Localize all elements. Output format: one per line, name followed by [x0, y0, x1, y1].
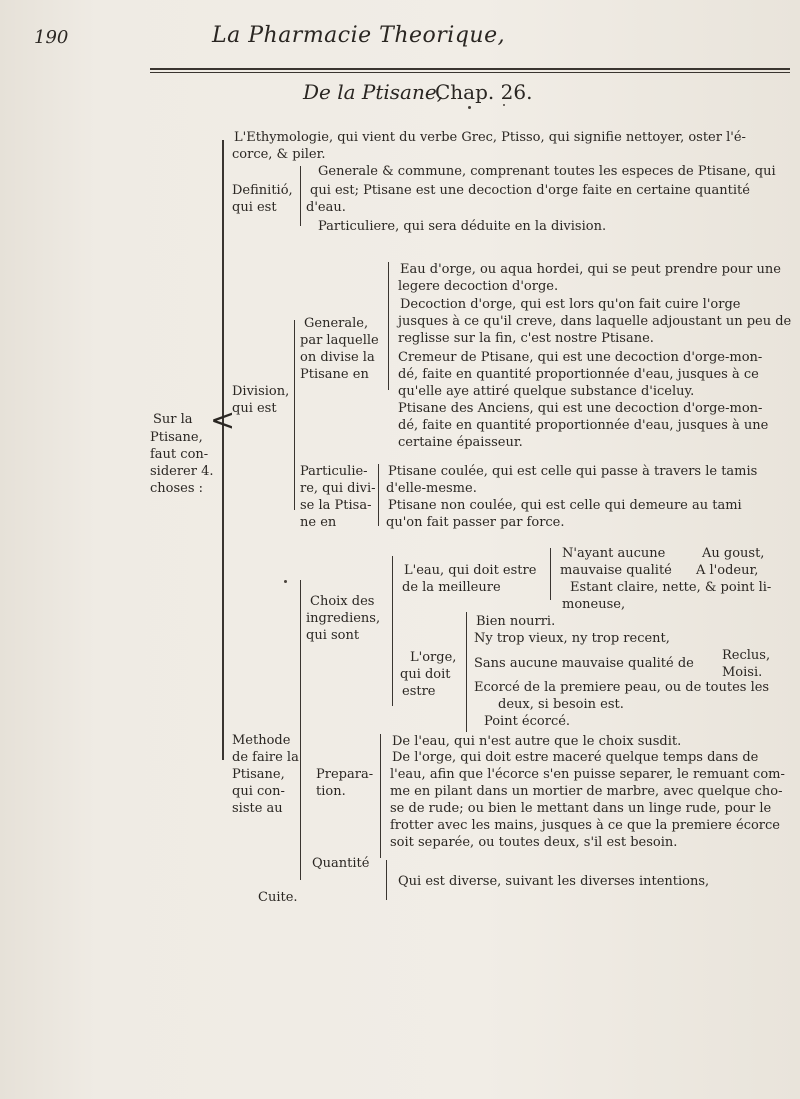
methode-label: de faire la — [232, 750, 299, 765]
generale-item: dé, faite en quantité proportionnée d'eau, jusques à ce — [398, 367, 759, 382]
orge-bracket — [466, 612, 467, 732]
margin-note-line: siderer 4. — [150, 464, 214, 479]
running-title: La Pharmacie Theorique, — [212, 23, 506, 48]
reclus-item: Reclus, — [722, 648, 771, 663]
division-generale-label: par laquelle — [300, 333, 379, 348]
division-particuliere-label: ne en — [300, 515, 337, 530]
orge-item: Sans aucune mauvaise qualité de — [474, 656, 694, 671]
methode-bracket — [300, 580, 301, 880]
margin-note-line: Ptisane, — [150, 430, 203, 445]
quantite-bracket — [386, 860, 387, 900]
eau-bracket — [550, 548, 551, 600]
division-label: qui est — [232, 401, 277, 416]
division-generale-label: Generale, — [304, 316, 369, 331]
particuliere-item: Ptisane coulée, qui est celle qui passe à travers le tamis — [388, 464, 758, 479]
orge-label: qui doit — [400, 667, 451, 682]
generale-item: jusques à ce qu'il creve, dans laquelle adjoustant un peu de — [398, 314, 792, 329]
chapter-title-italic: De la Ptisane, — [303, 80, 444, 104]
methode-label: qui con- — [232, 784, 285, 799]
definition-label: qui est — [232, 200, 277, 215]
definition-general: Generale & commune, comprenant toutes les especes de Ptisane, qui — [318, 164, 776, 179]
generale-bracket — [388, 262, 389, 390]
preparation-item: se de rude; ou bien le mettant dans un linge rude, pour le — [390, 801, 772, 816]
gout-item: A l'odeur, — [696, 563, 759, 578]
etymology-line: corce, & piler. — [232, 147, 326, 162]
methode-label: siste au — [232, 801, 283, 816]
definition-general: d'eau. — [306, 200, 346, 215]
choix-label: ingrediens, — [306, 611, 381, 626]
preparation-label: tion. — [316, 784, 346, 799]
margin-note-line: faut con- — [150, 447, 209, 462]
particuliere-item: qu'on fait passer par force. — [386, 515, 565, 530]
division-bracket — [294, 320, 295, 510]
cuite-label: Cuite. — [258, 890, 298, 905]
eau-intro: L'eau, qui doit estre — [404, 563, 537, 578]
preparation-label: Prepara- — [316, 767, 374, 782]
eau-item: moneuse, — [562, 597, 626, 612]
orge-item: Ecorcé de la premiere peau, ou de toutes les — [474, 680, 770, 695]
preparation-item: De l'eau, qui n'est autre que le choix susdit. — [392, 734, 682, 749]
preparation-item: me en pilant dans un mortier de marbre, avec quelque cho- — [390, 784, 783, 799]
margin-note-line: choses : — [150, 481, 204, 496]
orge-label: L'orge, — [410, 650, 457, 665]
preparation-item: l'eau, afin que l'écorce s'en puisse separer, le remuant com- — [390, 767, 785, 782]
definition-bracket — [300, 166, 301, 226]
main-bracket — [222, 140, 224, 760]
eau-item: mauvaise qualité — [560, 563, 672, 578]
orge-item: Point écorcé. — [484, 714, 571, 729]
ink-speck — [468, 106, 471, 109]
generale-item: certaine épaisseur. — [398, 435, 523, 450]
orge-item: Ny trop vieux, ny trop recent, — [474, 631, 670, 646]
particuliere-item: Ptisane non coulée, qui est celle qui demeure au tami — [388, 498, 742, 513]
division-label: Division, — [232, 384, 290, 399]
division-particuliere-label: se la Ptisa- — [300, 498, 372, 513]
preparation-bracket — [380, 734, 381, 858]
preparation-item: De l'orge, qui doit estre maceré quelque temps dans de — [392, 750, 759, 765]
etymology-line: L'Ethymologie, qui vient du verbe Grec, Ptisso, qui signifie nettoyer, oster l'é- — [234, 130, 746, 145]
particuliere-item: d'elle-mesme. — [386, 481, 477, 496]
margin-note-line: Sur la — [153, 412, 193, 427]
page-number: 190 — [34, 27, 69, 48]
choix-label: Choix des — [310, 594, 375, 609]
header-rule-thin — [150, 72, 790, 73]
orge-item: Bien nourri. — [476, 614, 556, 629]
definition-particular: Particuliere, qui sera déduite en la division. — [318, 219, 607, 234]
generale-item: dé, faite en quantité proportionnée d'eau, jusques à une — [398, 418, 769, 433]
eau-intro: de la meilleure — [402, 580, 501, 595]
quantite-item: Qui est diverse, suivant les diverses intentions, — [398, 874, 710, 889]
division-particuliere-label: Particulie- — [300, 464, 368, 479]
header-rule — [150, 68, 790, 70]
definition-label: Definitió, — [232, 183, 293, 198]
generale-item: Cremeur de Ptisane, qui est une decoction d'orge-mon- — [398, 350, 763, 365]
orge-label: estre — [402, 684, 436, 699]
particuliere-bracket — [378, 464, 379, 526]
definition-general: qui est; Ptisane est une decoction d'orge faite en certaine quantité — [310, 183, 750, 198]
chapter-title: Chap. 26. — [435, 80, 533, 104]
generale-item: reglisse sur la fin, c'est nostre Ptisane. — [398, 331, 654, 346]
eau-item: Estant claire, nette, & point li- — [570, 580, 772, 595]
generale-item: Ptisane des Anciens, qui est une decoction d'orge-mon- — [398, 401, 763, 416]
methode-label: Ptisane, — [232, 767, 285, 782]
division-generale-label: on divise la — [300, 350, 375, 365]
choix-label: qui sont — [306, 628, 360, 643]
choix-bracket — [392, 556, 393, 706]
eau-item: N'ayant aucune — [562, 546, 666, 561]
preparation-item: frotter avec les mains, jusques à ce que la premiere écorce — [390, 818, 780, 833]
ink-speck — [503, 104, 505, 106]
quantite-label: Quantité — [312, 856, 370, 871]
generale-item: qu'elle aye attiré quelque substance d'iceluy. — [398, 384, 695, 399]
ink-speck — [284, 580, 287, 583]
orge-item: deux, si besoin est. — [498, 697, 624, 712]
methode-label: Methode — [232, 733, 291, 748]
preparation-item: soit separée, ou toutes deux, s'il est besoin. — [390, 835, 678, 850]
main-brace-point: < — [210, 403, 236, 438]
gout-item: Au goust, — [702, 546, 765, 561]
generale-item: legere decoction d'orge. — [398, 279, 559, 294]
generale-item: Eau d'orge, ou aqua hordei, qui se peut prendre pour une — [400, 262, 781, 277]
division-particuliere-label: re, qui divi- — [300, 481, 376, 496]
generale-item: Decoction d'orge, qui est lors qu'on fait cuire l'orge — [400, 297, 741, 312]
division-generale-label: Ptisane en — [300, 367, 369, 382]
reclus-item: Moisi. — [722, 665, 763, 680]
